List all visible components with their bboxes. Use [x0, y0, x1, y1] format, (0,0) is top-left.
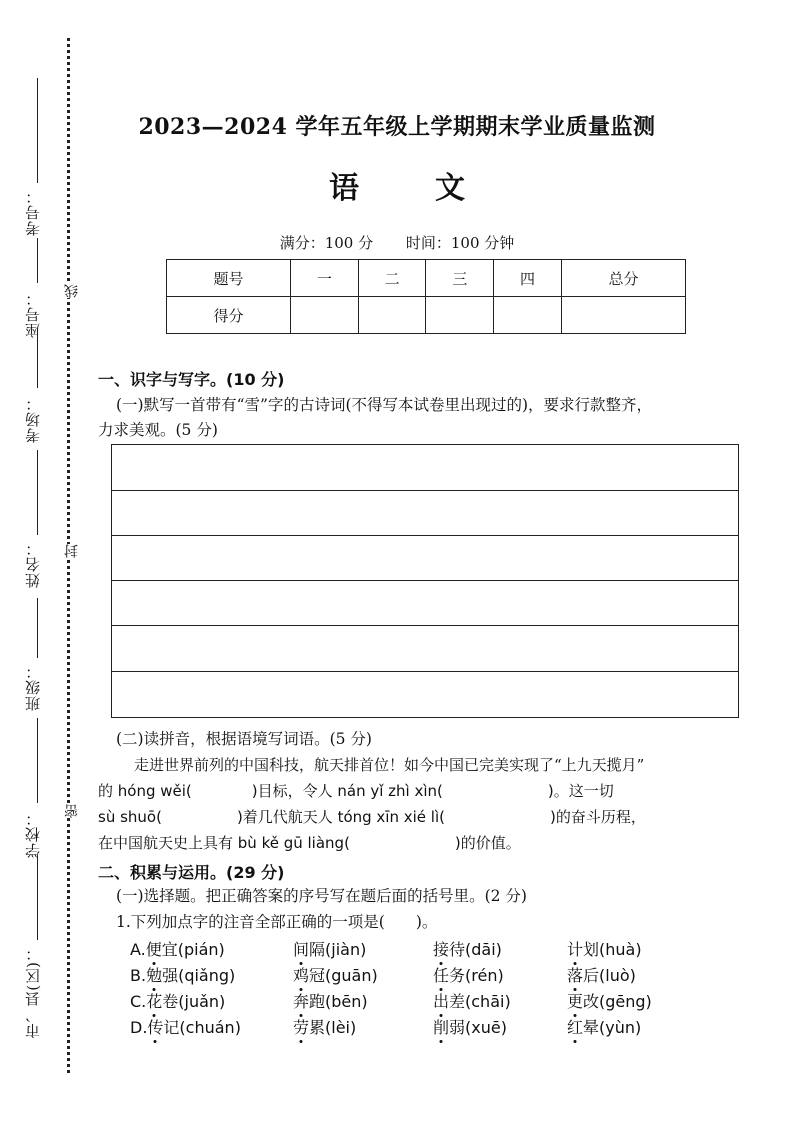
- score-cell[interactable]: [426, 297, 494, 334]
- table-header-cell: 题号: [167, 260, 291, 297]
- score-cell[interactable]: [561, 297, 685, 334]
- school-label: 学校：: [24, 810, 42, 858]
- question-1: 1.下列加点字的注音全部正确的一项是( )。: [116, 913, 438, 931]
- option-text: 隔(jiàn): [309, 940, 367, 959]
- section1-part2-heading: (二)读拼音，根据语境写词语。(5 分): [116, 730, 372, 748]
- dotted-char: 传: [147, 1018, 164, 1037]
- table-header-cell: 一: [291, 260, 359, 297]
- dotted-char: 任: [433, 966, 450, 985]
- seal-mark-line: 线: [64, 284, 80, 298]
- option-letter: B.: [130, 966, 147, 985]
- table-header-cell: 二: [358, 260, 426, 297]
- class-blank[interactable]: [37, 598, 38, 658]
- score-table-header-row: [167, 260, 686, 297]
- score-table: [166, 259, 686, 334]
- option-letter: A.: [130, 940, 146, 959]
- option-text: 改(gēng): [583, 992, 652, 1011]
- option-text: 务(rén): [449, 966, 504, 985]
- poem-writing-area[interactable]: [111, 444, 739, 718]
- option-text: 后(luò): [583, 966, 636, 985]
- option-letter: C.: [130, 992, 147, 1011]
- score-cell[interactable]: [291, 297, 359, 334]
- writing-line: [112, 671, 738, 672]
- pinyin-passage-line4: 在中国航天史上具有 bù kě gū liàng( )的价值。: [98, 834, 521, 852]
- option-text: 晕(yùn): [583, 1018, 642, 1037]
- option-letter: D.: [130, 1018, 148, 1037]
- dotted-char: 奔: [293, 992, 310, 1011]
- dotted-char: 鸡: [293, 966, 310, 985]
- dotted-char: 便: [145, 940, 162, 959]
- section1-part1-line2: 力求美观。(5 分): [98, 421, 218, 439]
- score-table-score-row: [167, 297, 686, 334]
- region-label: 市、县(区)：: [24, 945, 42, 1039]
- option-text: 弱(xuē): [449, 1018, 507, 1037]
- region-blank[interactable]: [37, 855, 38, 940]
- dotted-char: 出: [433, 992, 450, 1011]
- writing-line: [112, 580, 738, 581]
- name-blank[interactable]: [37, 450, 38, 535]
- option-text: 跑(bēn): [309, 992, 368, 1011]
- writing-line: [112, 490, 738, 491]
- pinyin-passage-line1: 走进世界前列的中国科技，航天排首位！如今中国已完美实现了“上九天揽月”: [134, 756, 645, 774]
- seat-number-label: 座号：: [24, 290, 42, 338]
- section1-heading: 一、识字与写字。(10 分): [98, 370, 285, 389]
- class-label: 班级：: [24, 663, 42, 711]
- subject-char-2: 文: [435, 171, 465, 206]
- exam-room-label: 考场：: [24, 395, 42, 443]
- dotted-char: 更: [567, 992, 584, 1011]
- option-text: 宜(pián): [161, 940, 225, 959]
- table-header-cell: 三: [426, 260, 494, 297]
- dotted-char: 接: [433, 940, 450, 959]
- score-row-label: 得分: [167, 297, 291, 334]
- pinyin-passage-line2: 的 hóng wěi( )目标，令人 nán yǐ zhì xìn( )。这一切: [98, 782, 614, 800]
- seal-mark-secret: 密: [64, 804, 80, 818]
- name-label: 姓名：: [24, 540, 42, 588]
- dotted-char: 花: [146, 992, 163, 1011]
- table-header-cell: 总分: [561, 260, 685, 297]
- exam-room-blank[interactable]: [37, 330, 38, 388]
- subject-title: [0, 163, 794, 207]
- table-header-cell: 四: [494, 260, 562, 297]
- seal-mark-seal: 封: [64, 544, 80, 558]
- section2-part1-heading: (一)选择题。把正确答案的序号写在题后面的括号里。(2 分): [116, 887, 527, 905]
- option-text: 待(dāi): [449, 940, 502, 959]
- score-cell[interactable]: [358, 297, 426, 334]
- school-blank[interactable]: [37, 718, 38, 803]
- subject-char-1: 语: [329, 171, 359, 206]
- option-text: 划(huà): [583, 940, 642, 959]
- writing-line: [112, 625, 738, 626]
- exam-info: [0, 232, 794, 253]
- exam-title: 2023—2024 学年五年级上学期期末学业质量监测: [138, 114, 656, 140]
- dotted-char: 劳: [293, 1018, 310, 1037]
- option-text: 记(chuán): [163, 1018, 241, 1037]
- score-cell[interactable]: [494, 297, 562, 334]
- dotted-char: 间: [293, 940, 310, 959]
- option-text: 冠(guān): [309, 966, 378, 985]
- section2-heading: 二、积累与运用。(29 分): [98, 863, 285, 882]
- exam-time: 时间：100 分钟: [405, 234, 515, 252]
- option-text: 累(lèi): [309, 1018, 357, 1037]
- exam-number-label: 考号：: [24, 188, 42, 236]
- option-text: 强(qiǎng): [162, 966, 236, 985]
- dotted-char: 削: [433, 1018, 450, 1037]
- dotted-char: 计: [567, 940, 584, 959]
- dotted-char: 勉: [146, 966, 163, 985]
- option-text: 卷(juǎn): [162, 992, 226, 1011]
- dotted-char: 落: [567, 966, 584, 985]
- section1-part1-line1: (一)默写一首带有“雪”字的古诗词(不得写本试卷里出现过的)，要求行款整齐，: [116, 396, 653, 414]
- full-score: 满分：100 分: [279, 234, 374, 252]
- writing-line: [112, 535, 738, 536]
- dotted-char: 红: [567, 1018, 584, 1037]
- option-text: 差(chāi): [449, 992, 511, 1011]
- pinyin-passage-line3: sù shuō( )着几代航天人 tóng xīn xié lì( )的奋斗历程，: [98, 808, 646, 826]
